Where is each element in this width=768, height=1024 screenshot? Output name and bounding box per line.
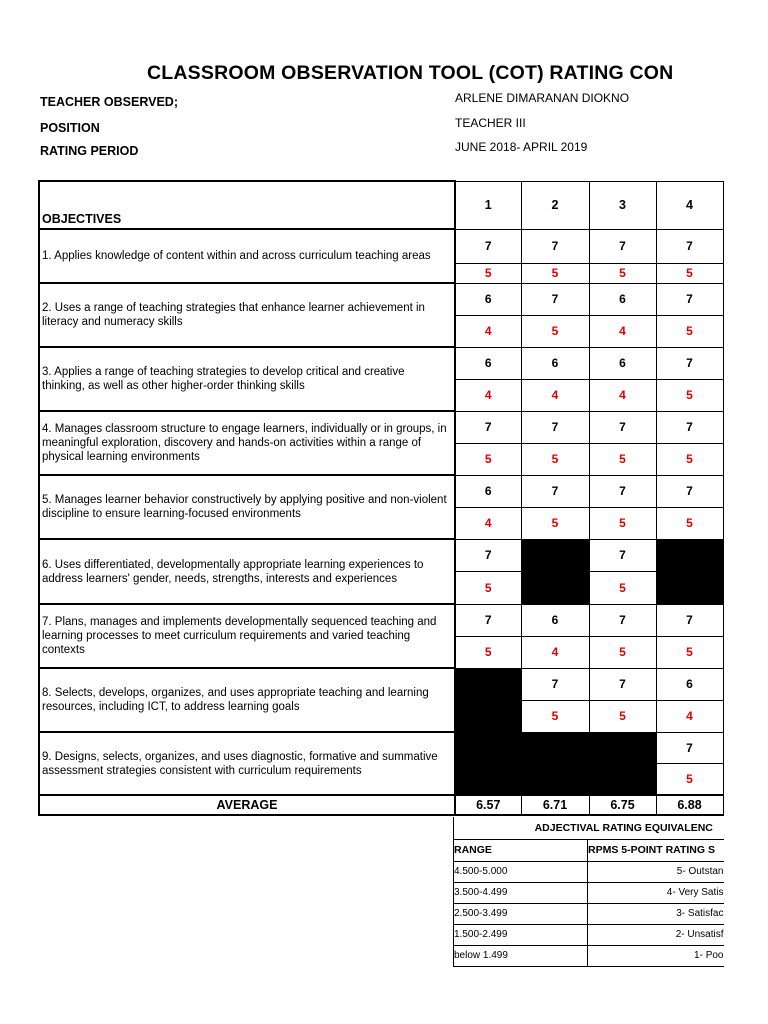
cot-rating-cell: 7	[589, 539, 656, 571]
equivalence-row	[454, 903, 724, 924]
column-number-4: 4	[656, 181, 723, 229]
rpms-rating-cell: 5	[589, 700, 656, 732]
rating-description: 3- Satisfac	[588, 903, 724, 924]
rpms-rating-cell: 5	[656, 443, 723, 475]
equivalence-row	[454, 861, 724, 882]
range-value: below 1.499	[454, 945, 588, 966]
rpms-rating-cell: 5	[521, 507, 589, 539]
objective-text: 5. Manages learner behavior constructively by applying positive and non-violent discipline to ensure learning-focused environments	[39, 475, 455, 539]
teacher-observed-value: ARLENE DIMARANAN DIOKNO	[455, 91, 630, 105]
position-value: TEACHER III	[455, 116, 526, 130]
rpms-rating-cell: 5	[589, 636, 656, 668]
rating-description: 4- Very Satis	[588, 882, 724, 903]
cot-rating-cell: 7	[521, 283, 589, 315]
cot-rating-cell: 6	[589, 347, 656, 379]
objective-text: 2. Uses a range of teaching strategies that enhance learner achievement in literacy and numeracy skills	[39, 283, 455, 347]
table-row	[39, 539, 723, 571]
average-row	[39, 795, 723, 815]
rpms-rating-cell: 4	[656, 700, 723, 732]
rpms-rating-cell: 5	[656, 636, 723, 668]
rpms-rating-cell: 5	[656, 763, 723, 795]
cot-rating-cell: 7	[656, 411, 723, 443]
cot-rating-cell: 7	[656, 283, 723, 315]
table-row	[39, 411, 723, 443]
average-value: 6.75	[589, 795, 656, 815]
average-value: 6.57	[455, 795, 521, 815]
cot-rating-cell: 7	[455, 411, 521, 443]
cot-rating-cell: 7	[589, 668, 656, 700]
cot-rating-cell: 7	[455, 604, 521, 636]
page-title: CLASSROOM OBSERVATION TOOL (COT) RATING CON	[147, 62, 674, 84]
objective-text: 6. Uses differentiated, developmentally appropriate learning experiences to address learners' gender, needs, strengths, interests and experiences	[39, 539, 455, 604]
rpms-rating-cell: 5	[455, 571, 521, 604]
cot-rating-cell: 6	[589, 283, 656, 315]
objective-text: 9. Designs, selects, organizes, and uses diagnostic, formative and summative assessment strategies consistent with curriculum requirements	[39, 732, 455, 795]
rating-description: 2- Unsatisf	[588, 924, 724, 945]
rpms-rating-cell: 5	[455, 443, 521, 475]
rpms-rating-cell: 4	[589, 315, 656, 347]
table-row	[39, 668, 723, 700]
average-value: 6.88	[656, 795, 723, 815]
range-value: 1.500-2.499	[454, 924, 588, 945]
average-value: 6.71	[521, 795, 589, 815]
cot-rating-cell: 7	[589, 229, 656, 263]
cot-rating-cell: 6	[521, 347, 589, 379]
rpms-rating-cell: 4	[521, 379, 589, 411]
rpms-rating-cell: 5	[656, 263, 723, 283]
rpms-rating-cell: 4	[455, 379, 521, 411]
rpms-scale-header: RPMS 5-POINT RATING S	[588, 839, 724, 861]
column-number-3: 3	[589, 181, 656, 229]
average-label: AVERAGE	[39, 795, 455, 815]
rpms-rating-cell: 4	[521, 636, 589, 668]
adjectival-rating-table	[453, 817, 724, 967]
objective-text: 7. Plans, manages and implements developmentally sequenced teaching and learning processes to meet curriculum requirements and varied teaching contexts	[39, 604, 455, 668]
table-header-row	[39, 181, 723, 229]
range-value: 4.500-5.000	[454, 861, 588, 882]
rpms-rating-cell: 5	[521, 263, 589, 283]
objective-text: 1. Applies knowledge of content within and across curriculum teaching areas	[39, 229, 455, 283]
cot-rating-cell: 7	[656, 229, 723, 263]
range-value: 3.500-4.499	[454, 882, 588, 903]
rating-period-value: JUNE 2018- APRIL 2019	[455, 140, 588, 154]
column-number-2: 2	[521, 181, 589, 229]
rpms-rating-cell: 5	[656, 315, 723, 347]
cot-rating-cell: 6	[455, 283, 521, 315]
blank-cell	[455, 668, 521, 732]
rpms-rating-cell: 5	[589, 571, 656, 604]
rating-description: 1- Poo	[588, 945, 724, 966]
rpms-rating-cell: 5	[656, 379, 723, 411]
rpms-rating-cell: 5	[521, 315, 589, 347]
rating-description: 5- Outstan	[588, 861, 724, 882]
cot-rating-cell: 6	[521, 604, 589, 636]
blank-cell	[521, 539, 589, 604]
equivalence-row	[454, 924, 724, 945]
table-row	[39, 475, 723, 507]
teacher-observed-label: TEACHER OBSERVED;	[40, 95, 178, 109]
cot-rating-table	[38, 180, 724, 816]
table-row	[39, 604, 723, 636]
rpms-rating-cell: 5	[589, 443, 656, 475]
table-row	[39, 732, 723, 763]
cot-rating-cell: 6	[656, 668, 723, 700]
cot-rating-cell: 6	[455, 347, 521, 379]
cot-rating-cell: 7	[455, 229, 521, 263]
rpms-rating-cell: 4	[455, 507, 521, 539]
cot-rating-cell: 7	[521, 411, 589, 443]
table-row	[39, 283, 723, 315]
position-label: POSITION	[40, 121, 100, 135]
rpms-rating-cell: 5	[589, 507, 656, 539]
cot-rating-cell: 7	[521, 668, 589, 700]
range-header: RANGE	[454, 839, 588, 861]
range-value: 2.500-3.499	[454, 903, 588, 924]
rpms-rating-cell: 5	[656, 507, 723, 539]
cot-rating-cell: 6	[455, 475, 521, 507]
cot-rating-cell: 7	[455, 539, 521, 571]
rating-period-label: RATING PERIOD	[40, 144, 139, 158]
rpms-rating-cell: 4	[589, 379, 656, 411]
rpms-rating-cell: 5	[589, 263, 656, 283]
cot-rating-cell: 7	[656, 604, 723, 636]
cot-rating-cell: 7	[521, 229, 589, 263]
rpms-rating-cell: 5	[521, 443, 589, 475]
cot-rating-cell: 7	[656, 347, 723, 379]
objective-text: 3. Applies a range of teaching strategies to develop critical and creative thinking, as well as other higher-order thinking skills	[39, 347, 455, 411]
blank-cell	[455, 732, 521, 795]
cot-rating-cell: 7	[589, 475, 656, 507]
rpms-rating-cell: 4	[455, 315, 521, 347]
table-row	[39, 229, 723, 263]
column-number-1: 1	[455, 181, 521, 229]
cot-rating-cell: 7	[589, 604, 656, 636]
rpms-rating-cell: 5	[455, 636, 521, 668]
cot-rating-cell: 7	[589, 411, 656, 443]
objective-text: 8. Selects, develops, organizes, and uses appropriate teaching and learning resources, including ICT, to address learning goals	[39, 668, 455, 732]
blank-cell	[521, 732, 589, 795]
blank-cell	[589, 732, 656, 795]
objectives-header: OBJECTIVES	[39, 181, 455, 229]
rpms-rating-cell: 5	[521, 700, 589, 732]
cot-rating-cell: 7	[656, 732, 723, 763]
cot-rating-cell: 7	[656, 475, 723, 507]
table-row	[39, 347, 723, 379]
equivalence-row	[454, 882, 724, 903]
equivalence-title: ADJECTIVAL RATING EQUIVALENC	[454, 817, 724, 839]
equivalence-row	[454, 945, 724, 966]
cot-rating-cell: 7	[521, 475, 589, 507]
rpms-rating-cell: 5	[455, 263, 521, 283]
blank-cell	[656, 539, 723, 604]
objective-text: 4. Manages classroom structure to engage learners, individually or in groups, in meaningful exploration, discovery and hands-on activities within a range of physical learning environments	[39, 411, 455, 475]
